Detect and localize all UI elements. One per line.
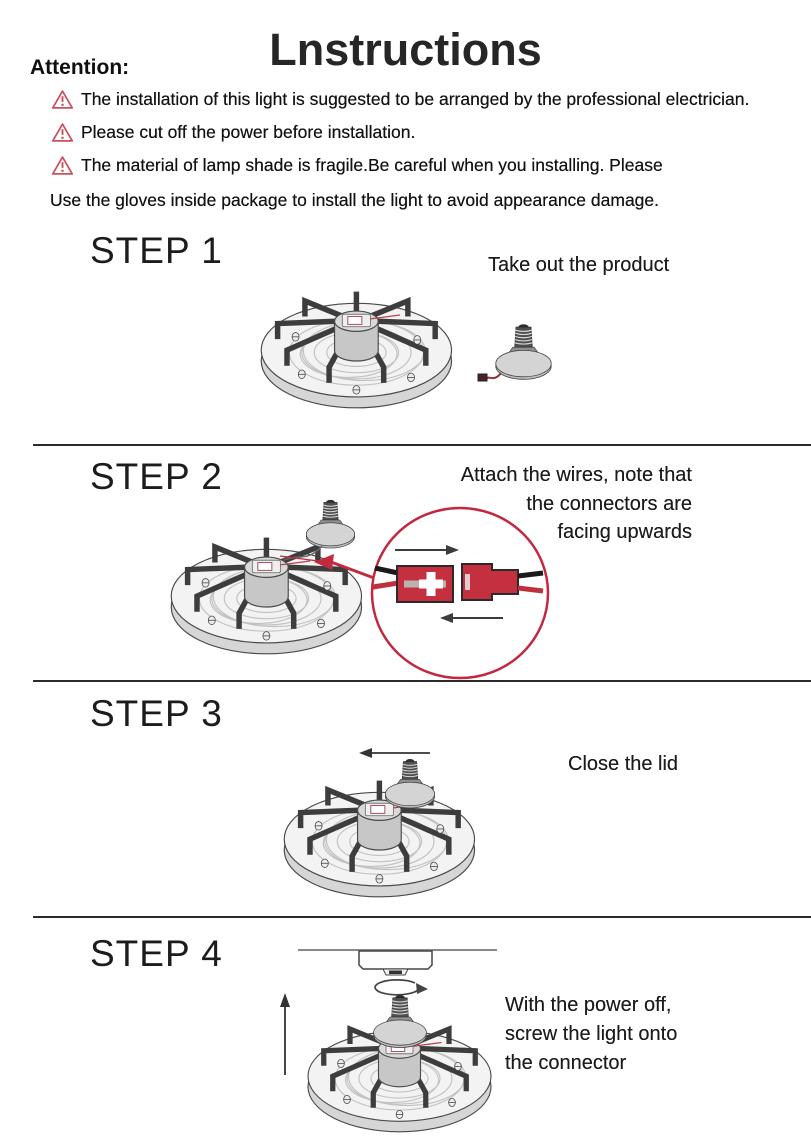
rotation-arrow-icon [375, 980, 428, 995]
arrow-left-icon [359, 748, 430, 758]
warning-item [51, 122, 415, 143]
step-2-caption-line: the connectors are [526, 492, 692, 515]
attention-heading: Attention: [30, 56, 130, 79]
step-4-heading: STEP 4 [90, 933, 223, 974]
warning-text: Please cut off the power before installation. [81, 122, 416, 142]
ceiling-connector [359, 951, 432, 975]
step-4-caption-line: With the power off, [505, 994, 672, 1016]
fan-light-illustration [261, 292, 451, 408]
page-title: Lnstructions [269, 24, 542, 76]
step-3-caption: Close the lid [568, 753, 679, 775]
step-4-caption-line: the connector [505, 1052, 627, 1074]
adapter-wire [487, 373, 501, 378]
step-2-caption-line: Attach the wires, note that [460, 464, 692, 486]
arrow-up-icon [280, 993, 290, 1075]
step-1-illustration [240, 276, 580, 436]
attention-continuation: Use the gloves inside package to install the light to avoid appearance damage. [50, 190, 660, 210]
wire-plug [478, 374, 487, 381]
step-2-caption-line: facing upwards [557, 521, 692, 543]
bulb-adapter-illustration [374, 995, 427, 1048]
bulb-adapter-illustration [478, 324, 551, 381]
section-divider [33, 444, 811, 446]
step-4-illustration [270, 925, 600, 1142]
magnifier-circle [372, 508, 548, 678]
step-2-illustration [150, 490, 570, 682]
warning-text: The material of lamp shade is fragile.Be careful when you installing. Please [81, 155, 663, 175]
step-3-heading: STEP 3 [90, 693, 223, 734]
step-3-illustration [270, 735, 590, 917]
bulb-adapter-illustration [385, 759, 434, 808]
warning-triangle-icon [51, 155, 74, 176]
section-divider [33, 916, 811, 918]
fan-light-illustration [284, 781, 474, 897]
step-1-caption: Take out the product [488, 254, 670, 276]
warning-triangle-icon [51, 122, 74, 143]
section-divider [33, 680, 811, 682]
step-1-heading: STEP 1 [90, 230, 223, 271]
warning-text: The installation of this light is suggested to be arranged by the professional electrician. [81, 89, 750, 109]
warning-triangle-icon [51, 89, 74, 110]
warning-item [51, 89, 749, 110]
warning-item [51, 155, 663, 176]
step-2-heading: STEP 2 [90, 456, 223, 497]
step-4-caption-line: screw the light onto [505, 1023, 678, 1045]
